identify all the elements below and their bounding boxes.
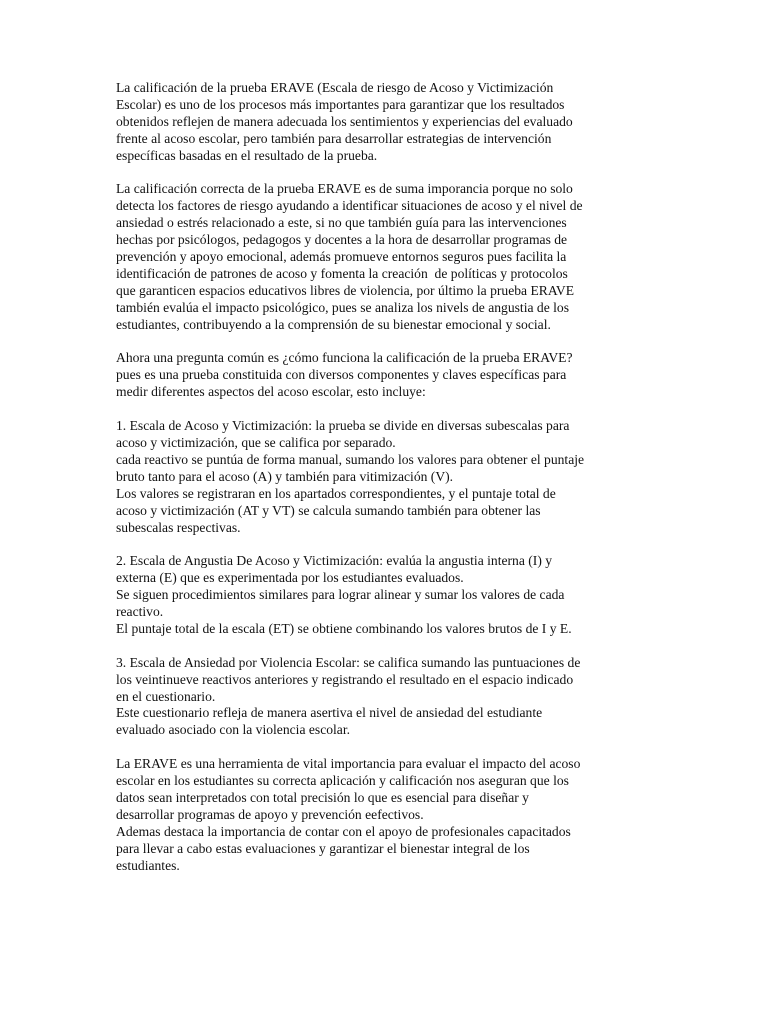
text-line: evaluado asociado con la violencia escolar. (116, 722, 351, 738)
text-line: los veintinueve reactivos anteriores y registrando el resultado en el espacio indicado (116, 671, 574, 687)
text-line: pues es una prueba constituida con diversos componentes y claves específicas para (116, 367, 567, 383)
text-line: Este cuestionario refleja de manera asertiva el nivel de ansiedad del estudiante (116, 705, 543, 721)
text-line: Los valores se registraran en los apartados correspondientes, y el puntaje total de (116, 485, 556, 501)
text-line: obtenidos reflejen de manera adecuada los sentimientos y experiencias del evaluado (116, 113, 573, 129)
paragraph (116, 350, 656, 401)
text-line: La ERAVE es una herramienta de vital importancia para evaluar el impacto del acoso (116, 756, 581, 772)
text-line: específicas basadas en el resultado de la prueba. (116, 147, 378, 163)
text-line: estudiantes. (116, 857, 180, 873)
text-line: bruto tanto para el acoso (A) y también para vitimización (V). (116, 468, 454, 484)
text-line: 3. Escala de Ansiedad por Violencia Escolar: se califica sumando las puntuaciones de (116, 654, 581, 670)
text-line: prevención y apoyo emocional, además promueve entornos seguros pues facilita la (116, 249, 567, 265)
text-line: La calificación correcta de la prueba ERAVE es de suma imporancia porque no solo (116, 181, 573, 197)
text-line: cada reactivo se puntúa de forma manual, sumando los valores para obtener el puntaje (116, 451, 585, 467)
text-line: reactivo. (116, 604, 164, 620)
text-line: frente al acoso escolar, pero también para desarrollar estrategias de intervención (116, 130, 552, 146)
paragraph (116, 553, 656, 638)
text-line: también evalúa el impacto psicológico, pues se analiza los nivels de angustia de los (116, 299, 569, 315)
text-line: Escolar) es uno de los procesos más importantes para garantizar que los resultados (116, 96, 565, 112)
text-line: desarrollar programas de apoyo y prevención eefectivos. (116, 806, 424, 822)
text-line: 2. Escala de Angustia De Acoso y Victimización: evalúa la angustia interna (I) y (116, 553, 553, 569)
text-line: datos sean interpretados con total precisión lo que es esencial para diseñar y (116, 789, 529, 805)
document-body (116, 80, 656, 891)
paragraph (116, 181, 656, 333)
text-line: El puntaje total de la escala (ET) se obtiene combinando los valores brutos de I y E. (116, 620, 572, 636)
text-line: externa (E) que es experimentada por los estudiantes evaluados. (116, 570, 464, 586)
text-line: Se siguen procedimientos similares para lograr alinear y sumar los valores de cada (116, 587, 565, 603)
text-line: acoso y victimización (AT y VT) se calcula sumando también para obtener las (116, 502, 541, 518)
text-line: subescalas respectivas. (116, 519, 241, 535)
text-line: 1. Escala de Acoso y Victimización: la prueba se divide en diversas subescalas para (116, 418, 570, 434)
text-line: acoso y victimización, que se califica por separado. (116, 434, 396, 450)
text-line: Ademas destaca la importancia de contar con el apoyo de profesionales capacitados (116, 823, 571, 839)
text-line: en el cuestionario. (116, 688, 216, 704)
text-line: Ahora una pregunta común es ¿cómo funciona la calificación de la prueba ERAVE? (116, 350, 573, 366)
text-line: ansiedad o estrés relacionado a este, si no que también guía para las intervenciones (116, 215, 567, 231)
text-line: que garanticen espacios educativos libres de violencia, por último la prueba ERAVE (116, 282, 575, 298)
paragraph (116, 80, 656, 165)
text-line: escolar en los estudiantes su correcta aplicación y calificación nos aseguran que los (116, 773, 569, 789)
paragraph (116, 418, 656, 536)
text-line: estudiantes, contribuyendo a la comprensión de su bienestar emocional y social. (116, 316, 551, 332)
text-line: medir diferentes aspectos del acoso escolar, esto incluye: (116, 384, 426, 400)
text-line: La calificación de la prueba ERAVE (Escala de riesgo de Acoso y Victimización (116, 80, 554, 95)
paragraph (116, 655, 656, 740)
text-line: para llevar a cabo estas evaluaciones y garantizar el bienestar integral de los (116, 840, 530, 856)
paragraph (116, 756, 656, 874)
text-line: detecta los factores de riesgo ayudando a identificar situaciones de acoso y el nivel de (116, 198, 583, 214)
text-line: hechas por psicólogos, pedagogos y docentes a la hora de desarrollar programas de (116, 232, 568, 248)
text-line: identificación de patrones de acoso y fomenta la creación de políticas y protocolos (116, 265, 568, 281)
